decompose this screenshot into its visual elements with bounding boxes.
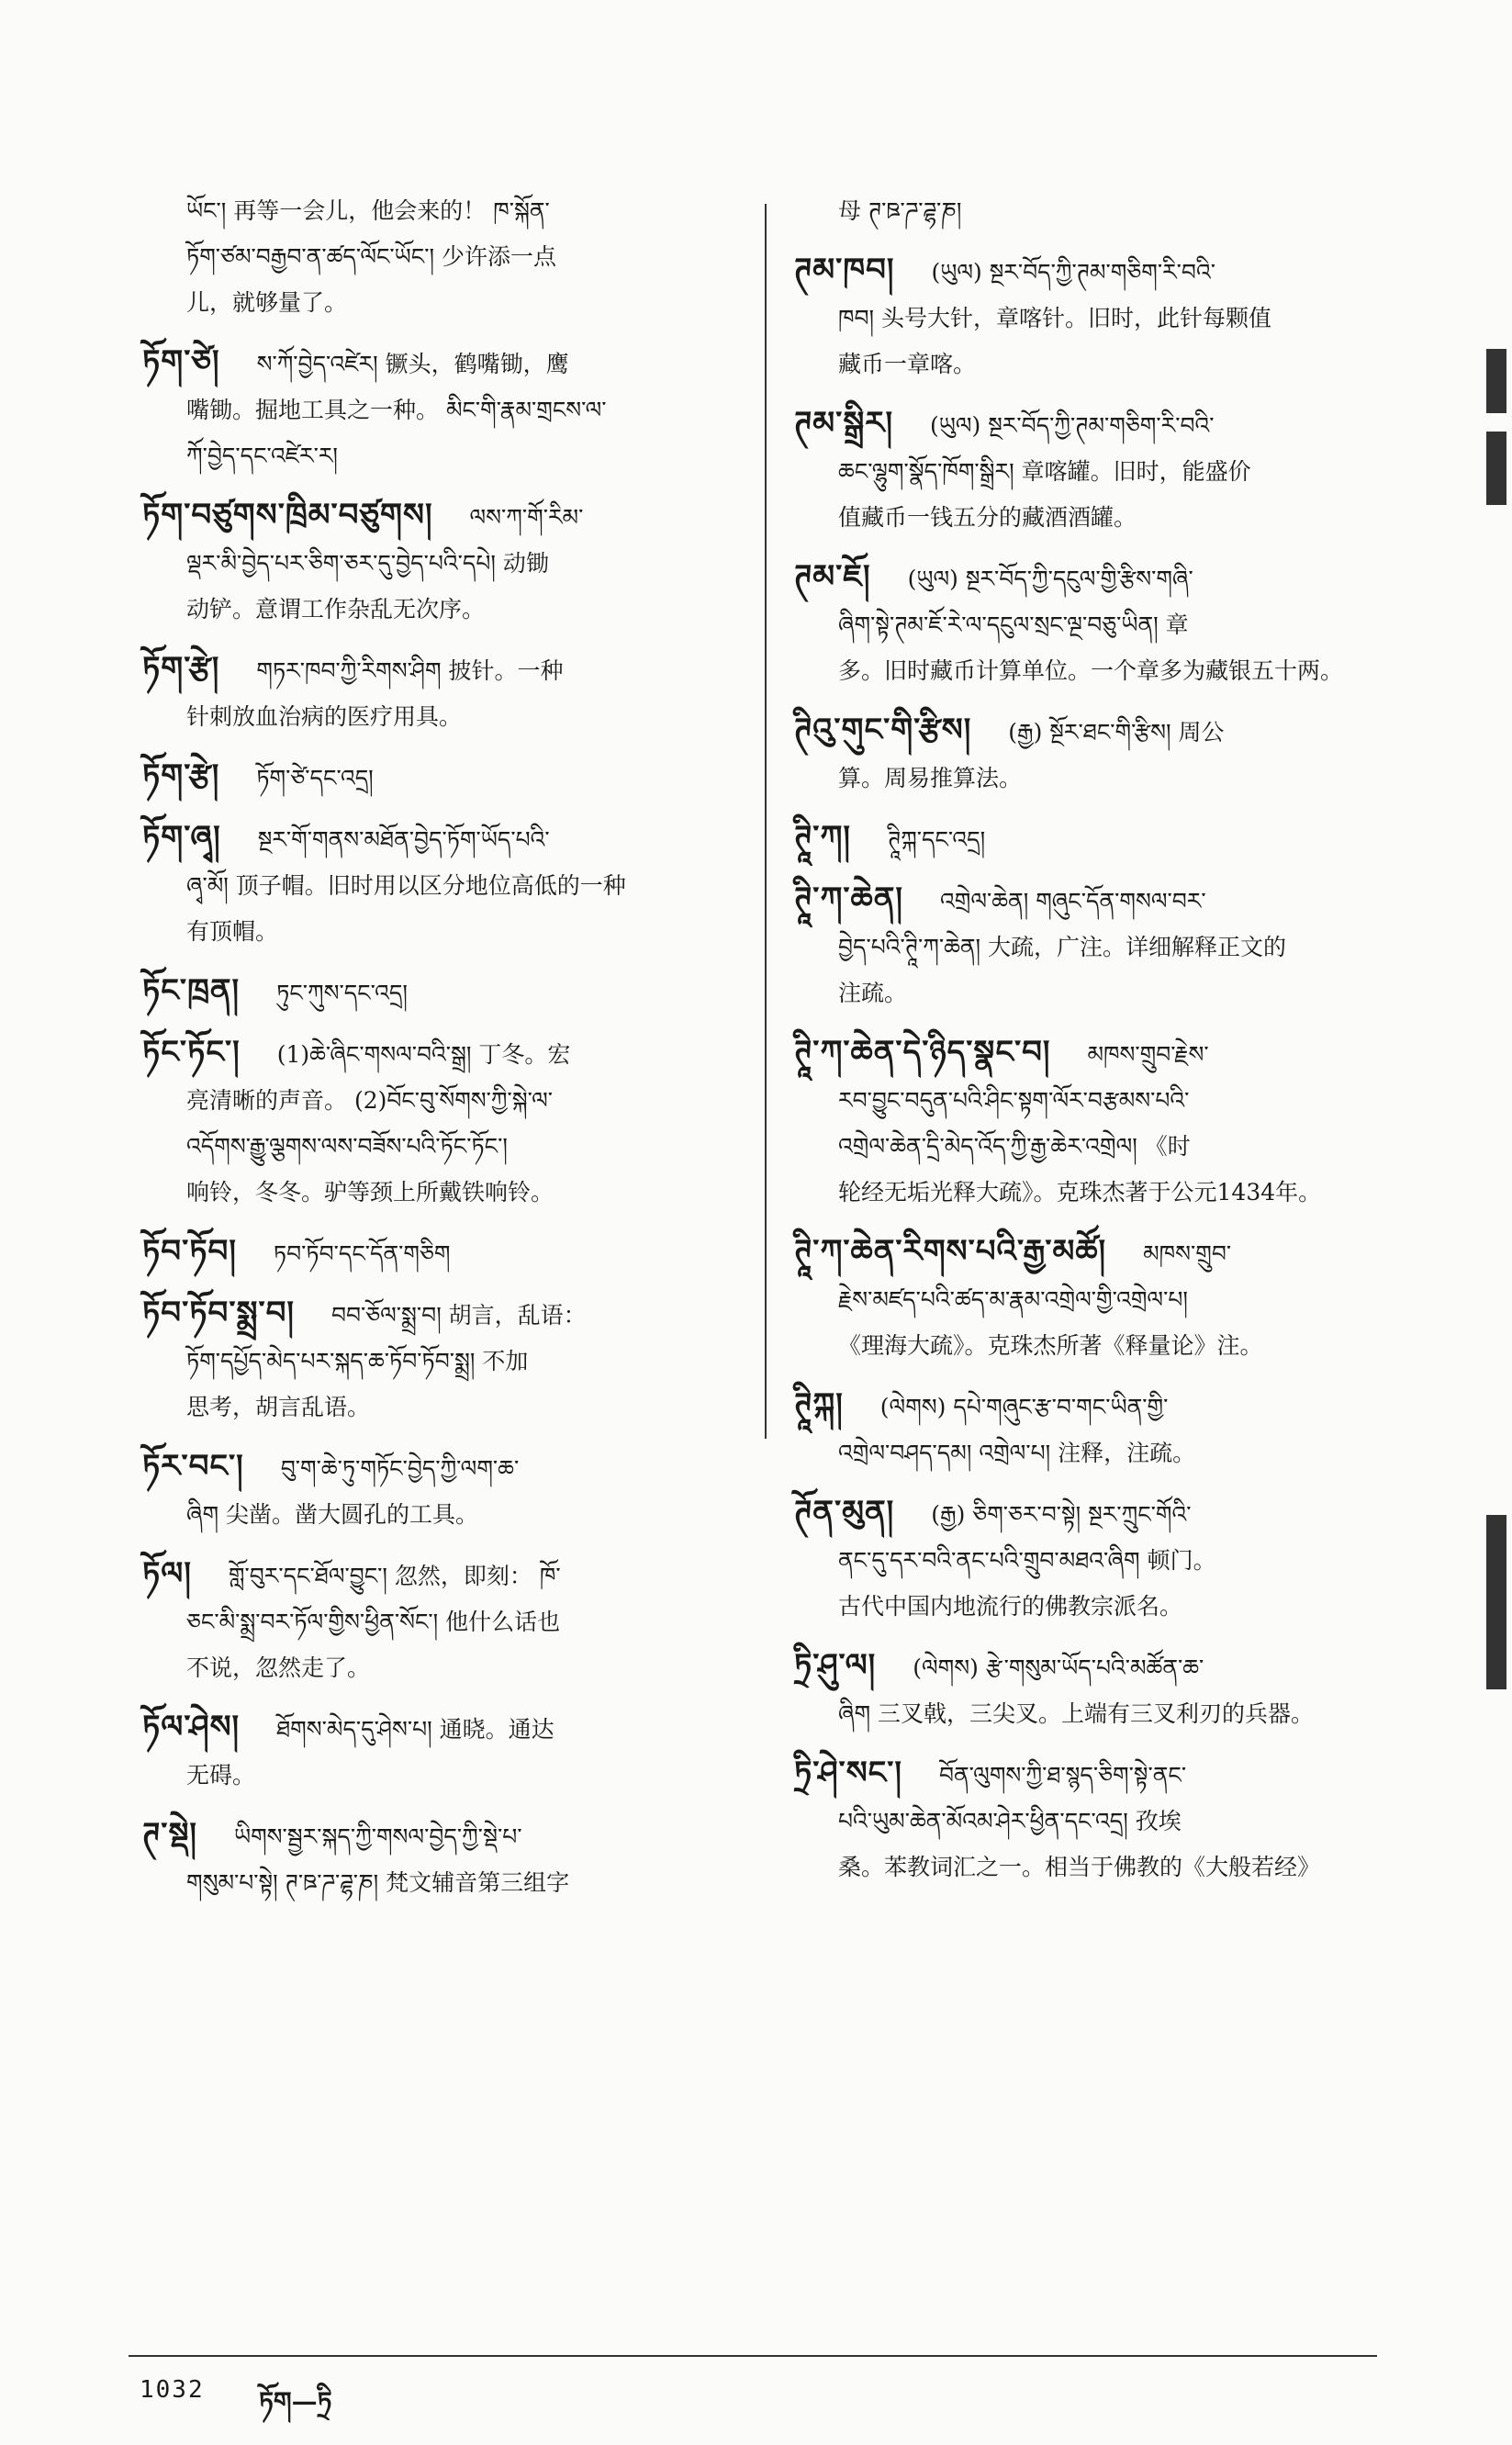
entry-line [142,1290,730,1339]
entry-headword: ཊཱི་ཀ་ཆེན། [794,880,903,917]
entry-text: 思考，胡言乱语。 [186,1394,371,1420]
dictionary-entry [794,188,1386,234]
entry-headword: ཊོན་མུན། [794,1494,895,1531]
entry-line [142,492,730,541]
entry-line [142,433,730,479]
entry-text: ཞིག 三叉戟，三尖叉。上端有三叉利刃的兵器。 [838,1700,1315,1727]
dictionary-entry [142,1443,730,1538]
entry-line [794,1382,1386,1430]
entry-headword: ཏོར་བང་། [142,1448,244,1485]
entry-line [142,1704,730,1753]
entry-line [794,1124,1386,1170]
entry-line [794,925,1386,970]
dictionary-entry [794,400,1386,541]
entry-line [794,400,1386,449]
column-divider [765,204,767,1439]
entry-line [142,1124,730,1170]
entry-text: འདོགས་རྒྱུ་ལྕགས་ལས་བཟོས་པའི་ཏོང་ཏོང་། [186,1133,508,1160]
entry-text: ཡིགས་སྦྱར་སྐད་ཀྱི་གསལ་བྱེད་ཀྱི་སྡེ་པ་ [233,1823,522,1850]
entry-line [794,1538,1386,1584]
entry-headword: ཊམ་ཇོ། [794,558,871,595]
entry-line [794,1643,1386,1691]
dictionary-entry [142,1290,730,1430]
entry-text: 轮经无垢光释大疏》。克珠杰著于公元1434年。 [838,1179,1322,1206]
dictionary-entry [794,1750,1386,1890]
entry-line [142,1339,730,1385]
entry-line [794,1584,1386,1630]
entry-headword: ཏོག་ཞྭ། [142,819,221,856]
entry-text: ལྡར་མི་བྱེད་པར་ཅིག་ཅར་དུ་བྱེད་པའི་དཔེ། 动锄 [186,550,549,577]
entry-text: (རྒྱ) སྔོར་ཐང་གི་རྩིས། 周公 [1008,719,1225,746]
dictionary-entry [794,814,1386,863]
entry-line [142,863,730,909]
entry-text: 有顶帽。 [186,918,279,945]
dictionary-entry [794,707,1386,802]
entry-line [794,814,1386,863]
entry-text: ལས་ཀ་གོ་རིམ་ [469,504,584,531]
dictionary-entry [142,1704,730,1799]
entry-text: 注疏。 [838,980,908,1006]
entry-text: བུ་ག་ཆེ་ཏུ་གཏོང་བྱེད་ཀྱི་ལག་ཆ་ [280,1455,520,1482]
entry-line [142,587,730,633]
dictionary-entry [794,1382,1386,1476]
entry-line [142,909,730,955]
entry-text: (རྒྱ) ཅིག་ཅར་བ་སྟེ། སྔར་ཀྲུང་གོའི་ [931,1501,1192,1528]
dictionary-entry [794,1489,1386,1630]
entry-line [142,753,730,802]
entry-text: གློ་བུར་དང་ཐོལ་བྱུང་། 忽然，即刻： ཁོ་ [228,1563,561,1589]
entry-line [142,1645,730,1691]
entry-headword: ཏོབ་ཏོབ་སྨྲ་བ། [142,1295,295,1331]
entry-line [142,1029,730,1078]
dictionary-entry [142,814,730,955]
entry-text: 多。旧时藏币计算单位。一个章多为藏银五十两。 [838,657,1344,684]
entry-headword: ཏོག་རྩེ། [142,757,220,794]
entry-text: ཊཱིཀྐ་དང་འདྲ། [887,826,986,853]
dictionary-entry [142,188,730,326]
entry-text: (ཡུལ) སྔར་བོད་ཀྱི་དངུལ་གྱི་རྩིས་གཞི་ [907,566,1193,592]
entry-text: 针刺放血治病的医疗用具。 [186,703,463,730]
entry-headword: ཊཱི་ཀ་ཆེན་དེ་ཉིད་སྣང་བ། [794,1034,1051,1071]
entry-line [794,970,1386,1016]
entry-line [142,1599,730,1645]
entry-line [794,1750,1386,1799]
entry-text: 儿，就够量了。 [186,289,348,316]
dictionary-entry [142,1551,730,1691]
entry-line [142,1385,730,1430]
entry-line [142,1811,730,1860]
dictionary-entry [794,1029,1386,1216]
entry-text: ཅང་མི་སྨྲ་བར་ཏོལ་གྱིས་ཕྱིན་སོང་། 他什么话也 [186,1609,561,1635]
entry-text: གཏར་ཁབ་ཀྱི་རིགས་ཤིག 披针。一种 [256,657,564,684]
left-column [142,188,730,1919]
edge-mark [1486,349,1506,413]
entry-text: (ཡུལ) སྔར་བོད་ཀྱི་ཊམ་གཅིག་རི་བའི་ [930,412,1215,439]
entry-text: ཆང་ལྷུག་སྣོད་ཁོག་སྒྲིར། 章喀罐。旧时，能盛价 [838,458,1251,485]
entry-text: འགྲེལ་བཤད་དམ། འགྲེལ་པ། 注释，注疏。 [838,1440,1196,1466]
entry-headword: ཏོག་རྩེ། [142,650,220,687]
entry-text: འགྲེལ་ཆེན། གཞུང་དོན་གསལ་བར་ [939,888,1206,914]
entry-headword: ཊིའུ་གུང་གི་རྩིས། [794,712,972,748]
entry-headword: ཊ་སྡེ། [142,1816,197,1853]
entry-line [794,648,1386,694]
entry-headword: ཊམ་ཁབ། [794,252,895,288]
entry-headword: ཏོག་ཙེ། [142,343,220,380]
entry-line [794,1228,1386,1277]
dictionary-entry [142,339,730,479]
entry-text: ཞིག 尖凿。凿大圆孔的工具。 [186,1501,479,1528]
entry-text: 古代中国内地流行的佛教宗派名。 [838,1593,1183,1620]
entry-line [794,1691,1386,1737]
entry-line [794,1029,1386,1078]
entry-text: མཁས་གྲུབ་ [1143,1240,1232,1267]
entry-line [142,1228,730,1277]
entry-headword: ཏོང་ཏོང་། [142,1034,241,1071]
dictionary-entry [142,1029,730,1216]
dictionary-entry [794,247,1386,387]
entry-line [142,1860,730,1906]
entry-text: ཞྭ་མོ། 顶子帽。旧时用以区分地位高低的一种 [186,872,626,899]
entry-text: 藏币一章喀。 [838,351,977,377]
dictionary-entry [142,753,730,802]
entry-text: པའི་ཡུམ་ཆེན་མོའམ་ཤེར་ཕྱིན་དང་འདྲ། 孜埃 [838,1808,1182,1834]
entry-text: ཏོག་ཙེ་དང་འདྲ། [256,765,374,791]
entry-text: 响铃，冬冬。驴等颈上所戴铁响铃。 [186,1179,554,1206]
entry-line [794,342,1386,387]
entry-text: སྔར་གོ་གནས་མཐོན་བྱེད་ཏོག་ཡོད་པའི་ [257,826,550,853]
entry-text: རབ་བྱུང་བདུན་པའི་ཤིང་སྟག་ལོར་བརྩམས་པའི་ [838,1087,1190,1114]
entry-text: འགྲེལ་ཆེན་དྲི་མེད་འོད་ཀྱི་རྒྱ་ཆེར་འགྲེལ། 《时 [838,1133,1191,1160]
footer-rule [129,2355,1377,2357]
entry-text: མཁས་གྲུབ་རྗེས་ [1087,1041,1209,1068]
dictionary-entry [142,492,730,633]
entry-headword: ཏོལ། [142,1555,192,1592]
entry-headword: ཏྲི་ཤེ་སང་། [794,1755,902,1791]
entry-text: བོན་ལུགས་ཀྱི་ཐ་སྙད་ཅིག་སྟེ་ནང་ [938,1762,1187,1789]
entry-line [142,968,730,1016]
entry-text: (ལེགས) དཔེ་གཞུང་རྩ་བ་གང་ཡིན་གྱི་ [879,1394,1169,1420]
entry-text: 无碍。 [186,1762,256,1789]
entry-text: (ལེགས) རྩེ་གསུམ་ཡོད་པའི་མཚོན་ཆ་ [913,1654,1204,1681]
dictionary-entry [794,1643,1386,1737]
entry-line [838,188,1386,234]
entry-line [794,247,1386,296]
entry-headword: ཏོབ་ཏོབ། [142,1233,237,1270]
entry-line [794,756,1386,802]
entry-line [794,1277,1386,1323]
entry-headword: ཊམ་སྒྲིར། [794,405,893,442]
entry-line [186,234,730,280]
edge-mark [1486,432,1506,505]
scan-edge-marks [1475,0,1512,2147]
dictionary-entry [142,1811,730,1906]
entry-text: ཡོང་། 再等一会儿，他会来的！ ཁ་སྐོན་ [186,197,550,224]
entry-text: 桑。苯教词汇之一。相当于佛教的《大般若经》 [838,1854,1321,1880]
entry-line [794,1078,1386,1124]
entry-text: ཏབ་ཏོབ་དང་དོན་གཅིག [273,1240,451,1267]
dictionary-entry [142,968,730,1016]
entry-text: 值藏币一钱五分的藏酒酒罐。 [838,504,1137,531]
entry-line [794,1799,1386,1845]
entry-text: ཁབ། 头号大针，章喀针。旧时，此针每颗值 [838,305,1272,331]
page-number: 1032 [140,2376,205,2404]
entry-text: 亮清晰的声音。 (2)བོང་བུ་སོགས་ཀྱི་སྐེ་ལ་ [186,1087,554,1114]
entry-line [794,876,1386,925]
entry-text: བབ་ཅོལ་སྨྲ་བ། 胡言，乱语： [330,1302,587,1329]
dictionary-entry [794,1228,1386,1369]
entry-line [142,339,730,387]
running-head: ཏོག—ཏྲི [259,2386,332,2417]
entry-text: ཏོག་ཙམ་བརྒྱབ་ན་ཚད་ལོང་ཡོང་། 少许添一点 [186,243,556,270]
entry-headword: ཊཱིཀྐ། [794,1386,844,1423]
entry-text: 母 ཊ་ཋ་ཌ་ཌྷ་ཎ། [838,197,962,224]
entry-text: ཏོག་དཔྱོད་མེད་པར་སྐད་ཆ་ཏོབ་ཏོབ་སྨྲ། 不加 [186,1348,529,1374]
entry-line [142,1170,730,1216]
right-column [794,188,1386,1903]
entry-line [794,602,1386,648]
entry-headword: ཏོག་བཙུགས་ཁྲིམ་བཙུགས། [142,497,433,533]
dictionary-entry [794,554,1386,694]
entry-line [142,814,730,863]
entry-line [142,1551,730,1599]
entry-line [794,1170,1386,1216]
entry-text: ཐོགས་མེད་དུ་ཤེས་པ། 通晓。通达 [276,1716,554,1743]
entry-headword: ཊཱི་ཀ་ཆེན་རིགས་པའི་རྒྱ་མཚོ། [794,1233,1107,1270]
entry-line [142,694,730,740]
entry-line [794,1430,1386,1476]
entry-text: 算。周易推算法。 [838,765,1023,791]
entry-text: རྗེས་མཛད་པའི་ཚད་མ་རྣམ་འགྲེལ་གྱི་འགྲེལ་པ། [838,1286,1188,1313]
entry-line [794,1845,1386,1890]
entry-text: ཀོ་བྱེད་དང་འཛེར་ར། [186,443,338,469]
entry-text: 嘴锄。掘地工具之一种。 མིང་གི་རྣམ་གྲངས་ལ་ [186,397,607,423]
entry-text: 不说，忽然走了。 [186,1654,371,1681]
entry-text: 动铲。意谓工作杂乱无次序。 [186,596,486,622]
entry-line [794,554,1386,602]
entry-line [142,387,730,433]
dictionary-entry [794,876,1386,1016]
entry-line [142,1753,730,1799]
entry-line [142,541,730,587]
entry-text: ཏུང་ཀུས་དང་འདྲ། [276,980,408,1006]
entry-text: (ཡུལ) སྔར་བོད་ཀྱི་ཊམ་གཅིག་རི་བའི་ [931,259,1215,286]
entry-line [794,296,1386,342]
entry-line [142,1492,730,1538]
entry-text: བྱེད་པའི་ཊཱི་ཀ་ཆེན། 大疏，广注。详细解释正文的 [838,934,1287,960]
entry-line [142,1078,730,1124]
entry-text: ས་ཀོ་བྱེད་འཛེར། 镢头，鹤嘴锄，鹰 [256,351,569,377]
entry-line [794,707,1386,756]
entry-text: (1)ཆེ་ཞིང་གསལ་བའི་སྒྲ། 丁冬。宏 [276,1041,571,1068]
entry-text: ཞིག་སྟེ་ཊམ་ཇོ་རེ་ལ་དངུལ་སྲང་ལྔ་བཅུ་ཡིན། 章 [838,611,1189,638]
entry-line [186,280,730,326]
entry-text: གསུམ་པ་སྟེ། ཊ་ཋ་ཌ་ཌྷ་ཎ། 梵文辅音第三组字 [186,1869,570,1896]
entry-headword: ཏོལ་ཤེས། [142,1709,241,1745]
entry-line [142,645,730,694]
entry-line [794,449,1386,495]
entry-headword: ཏོང་ཁྲན། [142,972,241,1009]
entry-line [142,1443,730,1492]
entry-line [794,1489,1386,1538]
edge-mark [1486,1515,1506,1689]
dictionary-entry [142,645,730,740]
entry-headword: ཏྲི་ཤུ་ལ། [794,1647,877,1684]
entry-line [186,188,730,234]
entry-text: ནང་དུ་དར་བའི་ནང་པའི་གྲུབ་མཐའ་ཞིག 顿门。 [838,1547,1216,1574]
dictionary-entry [142,1228,730,1277]
entry-text: 《理海大疏》。克珠杰所著《释量论》注。 [838,1332,1263,1359]
entry-line [794,1323,1386,1369]
entry-line [794,495,1386,541]
entry-headword: ཊཱི་ཀ། [794,819,851,856]
